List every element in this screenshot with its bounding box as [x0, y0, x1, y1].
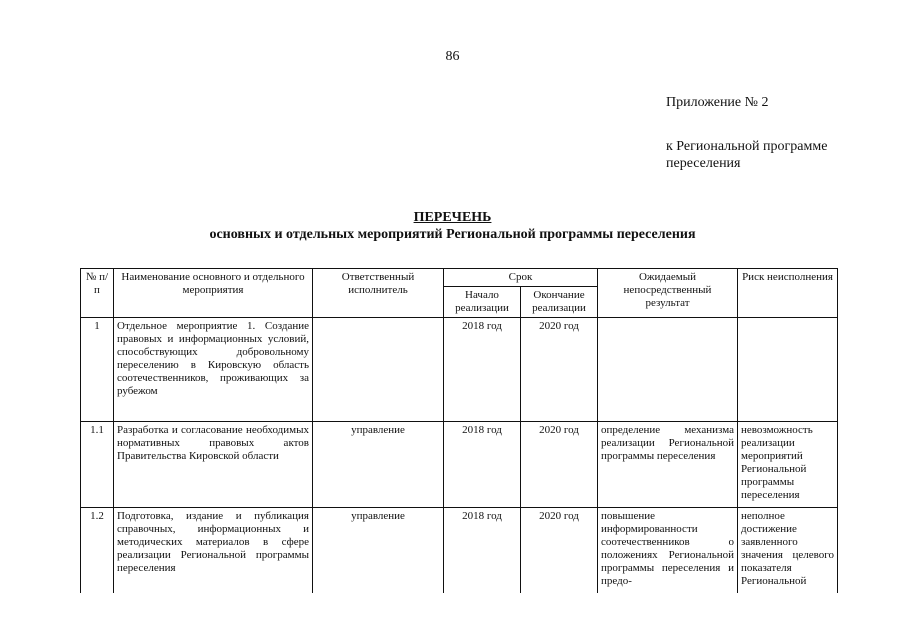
cell-name: Подготовка, издание и публикация справочных, информационных и методических материалов в сфере реализации Региональной программы переселения [114, 508, 313, 594]
cell-name: Разработка и согласование необходимых нормативных правовых актов Правительства Кировской области [114, 422, 313, 508]
header-risk: Риск неисполнения [738, 269, 838, 318]
cell-name: Отдельное мероприятие 1. Создание правовых и информационных условий, способствующих добровольному переселению в Кировскую область соотечественников, проживающих за рубежом [114, 318, 313, 422]
cell-num: 1.1 [81, 422, 114, 508]
cell-result: определение механизма реализации Региональной программы переселения [598, 422, 738, 508]
cell-start: 2018 год [444, 508, 521, 594]
header-row [81, 269, 838, 287]
header-start: Начало реализации [444, 287, 521, 318]
cell-num: 1 [81, 318, 114, 422]
cell-end: 2020 год [521, 318, 598, 422]
cell-start: 2018 год [444, 422, 521, 508]
table-row [81, 422, 838, 508]
cell-num: 1.2 [81, 508, 114, 594]
header-executor: Ответственный исполнитель [313, 269, 444, 318]
page-number: 86 [445, 49, 460, 64]
cell-result [598, 318, 738, 422]
appendix-line-1: к Региональной программе [666, 139, 828, 154]
cell-risk: невозможность реализации мероприятий Региональной программы переселения [738, 422, 838, 508]
cell-executor: управление [313, 508, 444, 594]
table-row [81, 318, 838, 422]
header-term: Срок [444, 269, 598, 287]
appendix-line-2: переселения [666, 156, 741, 171]
table-row [81, 508, 838, 594]
cell-result: повышение информированности соотечественников о положениях Региональной программы переселения и предо- [598, 508, 738, 594]
cell-start: 2018 год [444, 318, 521, 422]
measures-table [80, 268, 838, 593]
header-result: Ожидаемый непосредственный результат [598, 269, 738, 318]
appendix-title: Приложение № 2 [666, 95, 769, 110]
header-end: Окончание реализации [521, 287, 598, 318]
cell-risk [738, 318, 838, 422]
cell-executor [313, 318, 444, 422]
cell-executor: управление [313, 422, 444, 508]
document-subtitle: основных и отдельных мероприятий Региональной программы переселения [209, 227, 696, 242]
appendix-subtitle [666, 138, 827, 172]
header-name: Наименование основного и отдельного мероприятия [114, 269, 313, 318]
cell-risk: неполное достижение заявленного значения целевого показателя Региональной [738, 508, 838, 594]
document-title: ПЕРЕЧЕНЬ [413, 210, 492, 225]
cell-end: 2020 год [521, 508, 598, 594]
header-num: № п/п [81, 269, 114, 318]
cell-end: 2020 год [521, 422, 598, 508]
